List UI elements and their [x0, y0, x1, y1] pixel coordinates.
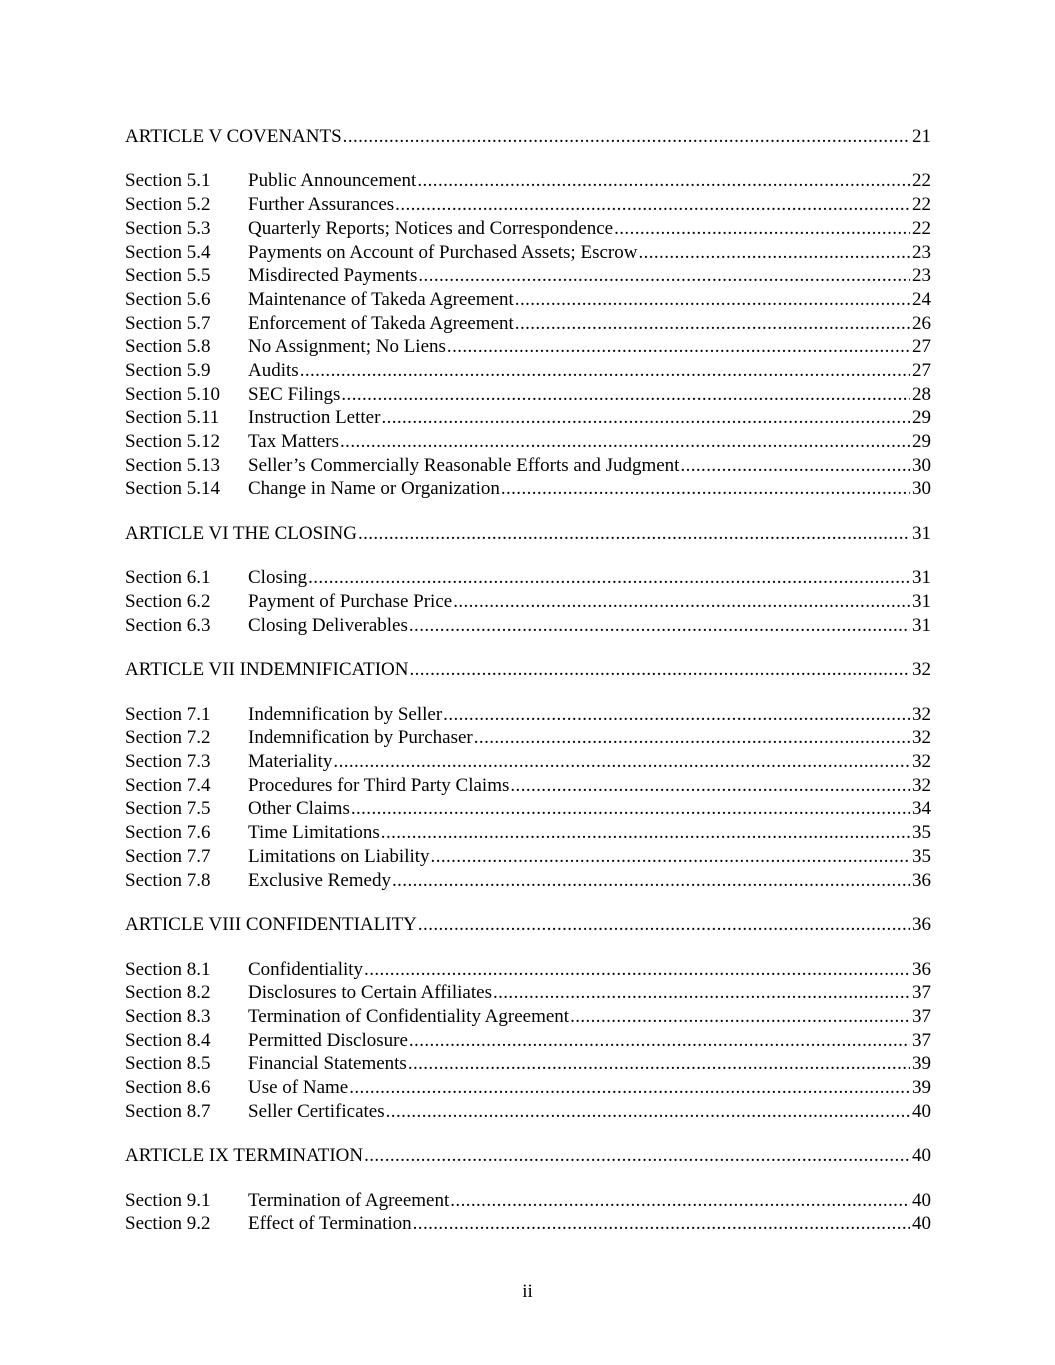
section-title: Termination of Confidentiality Agreement: [248, 1005, 570, 1027]
section-number: Section 5.1: [125, 170, 211, 192]
article-page-number: 21: [912, 126, 931, 147]
section-title: Payment of Purchase Price: [248, 591, 453, 613]
dot-leader: [570, 1005, 910, 1029]
section-page-number: 22: [912, 170, 931, 192]
dot-leader: [474, 726, 910, 750]
section-title: Tax Matters: [248, 431, 340, 453]
toc-section-entry[interactable]: [125, 1076, 931, 1100]
section-title: Change in Name or Organization: [248, 478, 500, 500]
section-title: Procedures for Third Party Claims: [248, 774, 510, 796]
dot-leader: [493, 981, 910, 1005]
section-title: Confidentiality: [248, 958, 364, 980]
dot-leader: [308, 566, 910, 590]
dot-leader: [351, 797, 910, 821]
toc-section-entry[interactable]: [125, 359, 931, 383]
toc-section-entry[interactable]: [125, 1005, 931, 1029]
section-number: Section 7.3: [125, 751, 211, 773]
section-list: [125, 703, 931, 893]
dot-leader: [409, 658, 910, 682]
toc-section-entry[interactable]: [125, 726, 931, 750]
toc-section-entry[interactable]: [125, 797, 931, 821]
section-title: SEC Filings: [248, 383, 341, 405]
toc-section-entry[interactable]: [125, 590, 931, 614]
dot-leader: [515, 312, 910, 336]
section-number: Section 7.2: [125, 727, 211, 749]
section-number: Section 8.4: [125, 1029, 211, 1051]
dot-leader: [418, 913, 910, 937]
section-number: Section 9.2: [125, 1213, 211, 1235]
section-title: Permitted Disclosure: [248, 1029, 408, 1051]
section-number: Section 6.2: [125, 591, 211, 613]
section-page-number: 39: [912, 1076, 931, 1098]
section-number: Section 8.1: [125, 958, 211, 980]
section-title: No Assignment; No Liens: [248, 336, 446, 358]
section-title: Exclusive Remedy: [248, 869, 391, 891]
dot-leader: [510, 774, 910, 798]
toc-section-entry[interactable]: [125, 477, 931, 501]
section-number: Section 5.7: [125, 312, 211, 334]
section-page-number: 26: [912, 312, 931, 334]
section-number: Section 5.9: [125, 359, 211, 381]
section-page-number: 36: [912, 958, 931, 980]
toc-section-entry[interactable]: [125, 217, 931, 241]
section-page-number: 35: [912, 822, 931, 844]
dot-leader: [408, 1052, 910, 1076]
section-number: Section 5.12: [125, 431, 220, 453]
section-number: Section 7.1: [125, 703, 211, 725]
section-page-number: 32: [912, 727, 931, 749]
dot-leader: [333, 750, 910, 774]
section-title: Materiality: [248, 751, 333, 773]
section-number: Section 5.14: [125, 478, 220, 500]
section-title: Effect of Termination: [248, 1213, 412, 1235]
dot-leader: [381, 406, 910, 430]
section-title: Limitations on Liability: [248, 845, 430, 867]
section-number: Section 5.2: [125, 194, 211, 216]
dot-leader: [614, 217, 910, 241]
dot-leader: [343, 125, 910, 149]
article-page-number: 40: [912, 1145, 931, 1167]
dot-leader: [409, 614, 910, 638]
section-number: Section 8.6: [125, 1076, 211, 1098]
section-page-number: 31: [912, 567, 931, 589]
page-number: ii: [522, 1281, 533, 1302]
section-number: Section 5.13: [125, 454, 220, 476]
dot-leader: [386, 1100, 910, 1124]
section-title: Maintenance of Takeda Agreement: [248, 288, 514, 310]
section-page-number: 40: [912, 1189, 931, 1211]
dot-leader: [341, 383, 910, 407]
dot-leader: [349, 1076, 910, 1100]
section-page-number: 34: [912, 798, 931, 820]
section-number: Section 5.11: [125, 407, 220, 429]
toc-section-entry[interactable]: [125, 383, 931, 407]
section-page-number: 30: [912, 478, 931, 500]
section-title: Use of Name: [248, 1076, 349, 1098]
toc-section-entry[interactable]: [125, 193, 931, 217]
section-title: Enforcement of Takeda Agreement: [248, 312, 514, 334]
toc-section-entry[interactable]: [125, 1029, 931, 1053]
section-title: Audits: [248, 359, 299, 381]
toc-section-entry[interactable]: [125, 335, 931, 359]
section-title: Misdirected Payments: [248, 265, 418, 287]
section-title: Indemnification by Purchaser: [248, 727, 473, 749]
dot-leader: [381, 821, 910, 845]
article-title: ARTICLE VII INDEMNIFICATION: [125, 659, 409, 681]
section-number: Section 7.8: [125, 869, 211, 891]
section-number: Section 5.10: [125, 383, 220, 405]
dot-leader: [340, 430, 910, 454]
section-number: Section 5.6: [125, 288, 211, 310]
dot-leader: [443, 703, 910, 727]
section-page-number: 27: [912, 359, 931, 381]
dot-leader: [413, 1212, 910, 1236]
section-number: Section 6.3: [125, 614, 211, 636]
section-page-number: 35: [912, 845, 931, 867]
toc-section-entry[interactable]: [125, 1212, 931, 1236]
dot-leader: [364, 1144, 910, 1168]
section-number: Section 7.6: [125, 822, 211, 844]
section-title: Termination of Agreement: [248, 1189, 450, 1211]
section-number: Section 6.1: [125, 567, 211, 589]
section-number: Section 9.1: [125, 1189, 211, 1211]
section-page-number: 30: [912, 454, 931, 476]
section-list: [125, 169, 931, 501]
section-title: Instruction Letter: [248, 407, 381, 429]
section-page-number: 37: [912, 1029, 931, 1051]
section-title: Closing Deliverables: [248, 614, 408, 636]
section-list: [125, 1189, 931, 1236]
section-page-number: 32: [912, 774, 931, 796]
toc-section-entry[interactable]: [125, 981, 931, 1005]
toc-section-entry[interactable]: [125, 454, 931, 478]
toc-section-entry[interactable]: [125, 430, 931, 454]
toc-section-entry[interactable]: [125, 845, 931, 869]
section-page-number: 24: [912, 288, 931, 310]
section-title: Indemnification by Seller: [248, 703, 443, 725]
dot-leader: [680, 454, 910, 478]
section-number: Section 7.4: [125, 774, 211, 796]
dot-leader: [447, 335, 910, 359]
article-title: ARTICLE V COVENANTS: [125, 126, 342, 147]
section-title: Disclosures to Certain Affiliates: [248, 982, 492, 1004]
section-list: [125, 958, 931, 1124]
section-title: Payments on Account of Purchased Assets; Escrow: [248, 241, 638, 263]
toc-article-entry[interactable]: [125, 1144, 931, 1168]
section-page-number: 36: [912, 869, 931, 891]
section-page-number: 40: [912, 1213, 931, 1235]
toc-section-entry[interactable]: [125, 288, 931, 312]
section-list: [125, 566, 931, 637]
article-title: ARTICLE IX TERMINATION: [125, 1145, 364, 1167]
dot-leader: [358, 522, 910, 546]
section-title: Further Assurances: [248, 194, 395, 216]
toc-section-entry[interactable]: [125, 264, 931, 288]
section-page-number: 32: [912, 751, 931, 773]
toc-section-entry[interactable]: [125, 169, 931, 193]
section-number: Section 8.5: [125, 1053, 211, 1075]
dot-leader: [453, 590, 910, 614]
section-number: Section 8.2: [125, 982, 211, 1004]
section-page-number: 32: [912, 703, 931, 725]
section-number: Section 8.7: [125, 1100, 211, 1122]
section-page-number: 28: [912, 383, 931, 405]
dot-leader: [450, 1189, 910, 1213]
dot-leader: [501, 477, 910, 501]
section-page-number: 39: [912, 1053, 931, 1075]
section-title: Quarterly Reports; Notices and Correspondence: [248, 217, 614, 239]
toc-section-entry[interactable]: [125, 869, 931, 893]
dot-leader: [431, 845, 910, 869]
toc-article-entry[interactable]: [125, 913, 931, 937]
section-title: Closing: [248, 567, 308, 589]
toc-section-entry[interactable]: [125, 614, 931, 638]
section-page-number: 31: [912, 614, 931, 636]
toc-section-entry[interactable]: [125, 1052, 931, 1076]
section-title: Seller Certificates: [248, 1100, 385, 1122]
section-title: Public Announcement: [248, 170, 417, 192]
section-number: Section 5.4: [125, 241, 211, 263]
section-title: Other Claims: [248, 798, 350, 820]
toc-section-entry[interactable]: [125, 958, 931, 982]
section-page-number: 23: [912, 241, 931, 263]
toc-section-entry[interactable]: [125, 241, 931, 265]
toc-article-entry[interactable]: [125, 125, 931, 149]
section-number: Section 5.5: [125, 265, 211, 287]
toc-section-entry[interactable]: [125, 406, 931, 430]
section-page-number: 37: [912, 1005, 931, 1027]
section-page-number: 22: [912, 194, 931, 216]
dot-leader: [515, 288, 910, 312]
section-number: Section 7.7: [125, 845, 211, 867]
article-page-number: 31: [912, 522, 931, 544]
section-title: Financial Statements: [248, 1053, 407, 1075]
section-number: Section 5.3: [125, 217, 211, 239]
toc-section-entry[interactable]: [125, 1100, 931, 1124]
toc-section-entry[interactable]: [125, 750, 931, 774]
section-number: Section 7.5: [125, 798, 211, 820]
section-number: Section 8.3: [125, 1005, 211, 1027]
section-page-number: 31: [912, 591, 931, 613]
toc-section-entry[interactable]: [125, 774, 931, 798]
table-of-contents: [125, 125, 931, 1257]
toc-article-entry[interactable]: [125, 658, 931, 682]
toc-section-entry[interactable]: [125, 1189, 931, 1213]
section-page-number: 23: [912, 265, 931, 287]
section-number: Section 5.8: [125, 336, 211, 358]
section-title: Time Limitations: [248, 822, 380, 844]
article-title: ARTICLE VI THE CLOSING: [125, 522, 357, 544]
section-page-number: 40: [912, 1100, 931, 1122]
dot-leader: [418, 264, 910, 288]
toc-section-entry[interactable]: [125, 703, 931, 727]
toc-section-entry[interactable]: [125, 566, 931, 590]
article-page-number: 36: [912, 914, 931, 936]
section-page-number: 29: [912, 431, 931, 453]
section-page-number: 27: [912, 336, 931, 358]
dot-leader: [364, 958, 910, 982]
dot-leader: [300, 359, 910, 383]
toc-article-entry[interactable]: [125, 522, 931, 546]
dot-leader: [417, 169, 910, 193]
section-page-number: 22: [912, 217, 931, 239]
section-title: Seller’s Commercially Reasonable Efforts and Judgment: [248, 454, 680, 476]
dot-leader: [395, 193, 910, 217]
article-page-number: 32: [912, 659, 931, 681]
dot-leader: [409, 1029, 910, 1053]
dot-leader: [392, 869, 910, 893]
article-title: ARTICLE VIII CONFIDENTIALITY: [125, 914, 417, 936]
dot-leader: [638, 241, 910, 265]
section-page-number: 29: [912, 407, 931, 429]
section-page-number: 37: [912, 982, 931, 1004]
toc-section-entry[interactable]: [125, 821, 931, 845]
toc-section-entry[interactable]: [125, 312, 931, 336]
